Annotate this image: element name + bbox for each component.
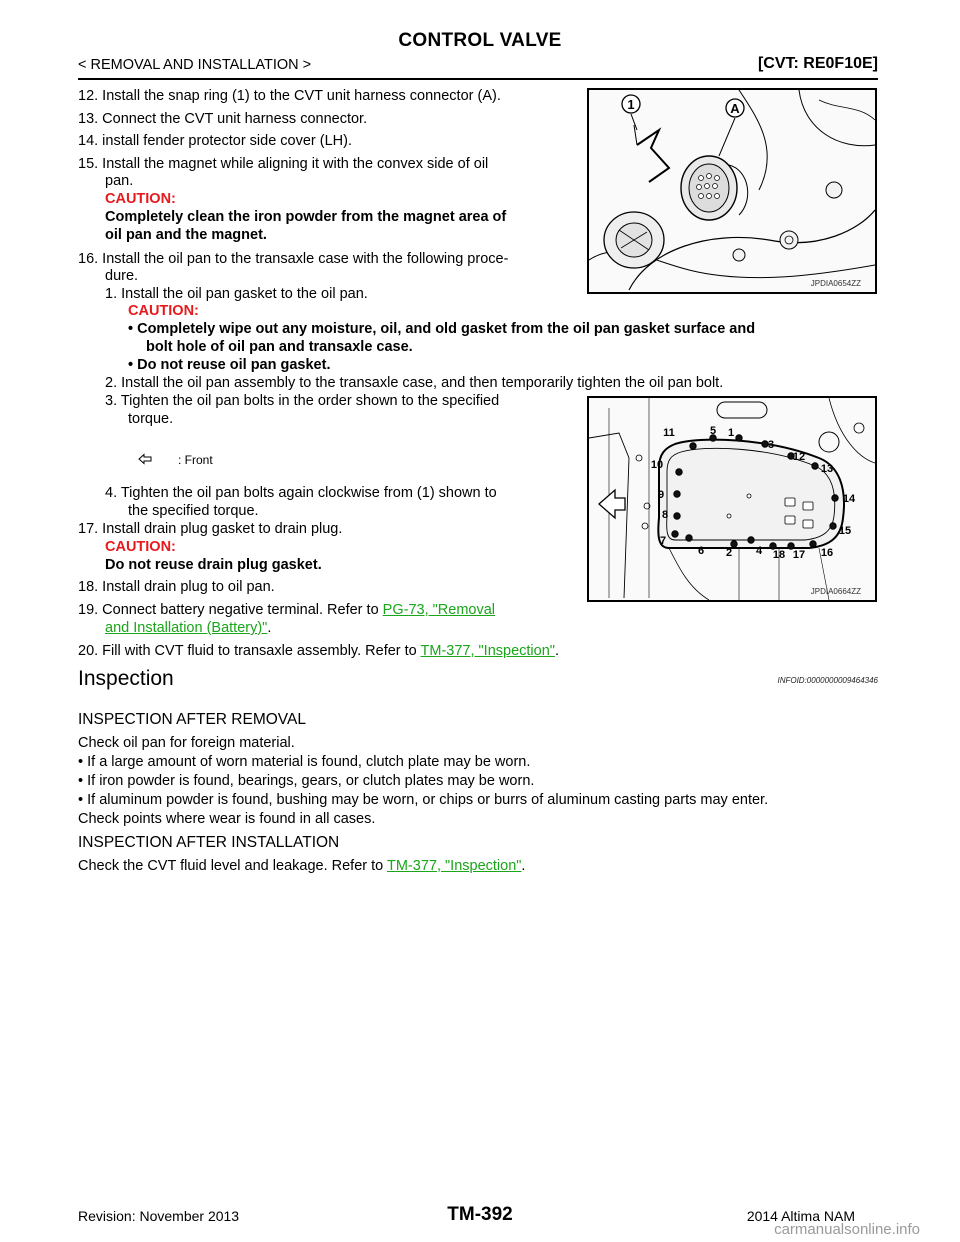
after-installation-text: Check the CVT fluid level and leakage. Refer to TM-377, "Inspection". bbox=[78, 858, 526, 874]
step-13: 13. Connect the CVT unit harness connector. bbox=[78, 111, 368, 127]
list-item: • If aluminum powder is found, bushing may be worn, or chips or burrs of aluminum casting parts may enter. bbox=[78, 792, 769, 808]
caution-label: CAUTION: bbox=[105, 191, 176, 207]
bolt-number: 3 bbox=[767, 439, 775, 451]
watermark: carmanualsonline.info bbox=[774, 1221, 920, 1238]
substep-16-3: 3. Tighten the oil pan bolts in the order shown to the specified bbox=[105, 393, 500, 409]
caution-label: CAUTION: bbox=[128, 303, 199, 319]
figure-code: JPDIA0664ZZ bbox=[810, 587, 861, 596]
substep-16-1: 1. Install the oil pan gasket to the oil pan. bbox=[105, 286, 368, 302]
front-legend: : Front bbox=[178, 453, 213, 467]
bolt-number: 10 bbox=[650, 459, 664, 471]
caution-text: Do not reuse drain plug gasket. bbox=[105, 557, 322, 573]
ref-link-pg73-cont[interactable]: and Installation (Battery)" bbox=[105, 620, 268, 636]
caution-text: Completely clean the iron powder from the magnet area of bbox=[105, 209, 507, 225]
oil-pan-bolt bbox=[686, 535, 692, 541]
oil-pan-illustration bbox=[589, 398, 875, 600]
bolt-number: 14 bbox=[842, 493, 856, 505]
oil-pan-bolt bbox=[830, 523, 836, 529]
caution-text: • Completely wipe out any moisture, oil, and old gasket from the oil pan gasket surface and bbox=[128, 321, 756, 337]
bolt-number: 7 bbox=[659, 535, 667, 547]
ref-link-tm377[interactable]: TM-377, "Inspection" bbox=[387, 858, 522, 874]
bolt-number: 16 bbox=[820, 547, 834, 559]
step-20-text: 20. Fill with CVT fluid to transaxle assembly. Refer to bbox=[78, 643, 417, 659]
front-arrow-icon bbox=[138, 453, 152, 465]
model-code: [CVT: RE0F10E] bbox=[757, 55, 878, 72]
ref-link-tm377[interactable]: TM-377, "Inspection" bbox=[420, 643, 555, 659]
substep-16-2: 2. Install the oil pan assembly to the transaxle case, and then temporarily tighten the oil pan bolt. bbox=[105, 375, 724, 391]
oil-pan-bolt bbox=[690, 443, 696, 449]
bolt-number: 5 bbox=[709, 425, 717, 437]
callout-a: A bbox=[730, 101, 740, 116]
step-19-text: 19. Connect battery negative terminal. Refer to bbox=[78, 602, 379, 618]
oil-pan-bolt bbox=[832, 495, 838, 501]
oil-pan-bolt bbox=[748, 537, 754, 543]
caution-label: CAUTION: bbox=[105, 539, 176, 555]
bolt-number: 17 bbox=[792, 549, 806, 561]
subheading-after-removal: INSPECTION AFTER REMOVAL bbox=[78, 711, 306, 728]
bolt-number: 9 bbox=[657, 489, 665, 501]
callout-1: 1 bbox=[627, 97, 635, 112]
step-19 bbox=[78, 601, 495, 619]
list-item: • If a large amount of worn material is found, clutch plate may be worn. bbox=[78, 754, 531, 770]
oil-pan-bolt bbox=[676, 469, 682, 475]
model-year: 2014 Altima NAM bbox=[746, 1208, 855, 1224]
figure-code: JPDIA0654ZZ bbox=[810, 279, 861, 288]
step-18: 18. Install drain plug to oil pan. bbox=[78, 579, 275, 595]
bolt-number: 6 bbox=[697, 545, 705, 557]
list-item: • If iron powder is found, bearings, gears, or clutch plates may be worn. bbox=[78, 773, 535, 789]
bolt-number: 13 bbox=[820, 463, 834, 475]
oil-pan-bolt bbox=[672, 531, 678, 537]
harness-connector-illustration bbox=[589, 90, 875, 292]
list-item: Check oil pan for foreign material. bbox=[78, 735, 295, 751]
bolt-number: 1 bbox=[727, 427, 735, 439]
revision-date: Revision: November 2013 bbox=[78, 1208, 240, 1224]
step-14: 14. install fender protector side cover (LH). bbox=[78, 133, 353, 149]
oil-pan-bolt bbox=[674, 513, 680, 519]
page-number: TM-392 bbox=[447, 1204, 513, 1225]
caution-text: bolt hole of oil pan and transaxle case. bbox=[146, 339, 413, 355]
substep-16-4: 4. Tighten the oil pan bolts again clockwise from (1) shown to bbox=[105, 485, 497, 501]
header-divider bbox=[78, 78, 878, 80]
oil-pan-bolt bbox=[810, 541, 816, 547]
step-16-cont: dure. bbox=[105, 268, 139, 284]
section-heading: Inspection bbox=[78, 667, 174, 690]
caution-text: oil pan and the magnet. bbox=[105, 227, 267, 243]
substep-16-4-cont: the specified torque. bbox=[128, 503, 259, 519]
step-19-cont: and Installation (Battery)". bbox=[105, 620, 272, 636]
substep-16-3-cont: torque. bbox=[128, 411, 174, 427]
bolt-number: 18 bbox=[772, 549, 786, 561]
bolt-number: 12 bbox=[792, 451, 806, 463]
oil-pan-bolt bbox=[736, 435, 742, 441]
step-16: 16. Install the oil pan to the transaxle case with the following proce- bbox=[78, 251, 509, 267]
oil-pan-bolt bbox=[674, 491, 680, 497]
bolt-number: 8 bbox=[661, 509, 669, 521]
bolt-number: 11 bbox=[663, 427, 675, 439]
subheading-after-installation: INSPECTION AFTER INSTALLATION bbox=[78, 834, 340, 851]
step-17: 17. Install drain plug gasket to drain plug. bbox=[78, 521, 343, 537]
bolt-number: 15 bbox=[838, 525, 852, 537]
list-item: Check points where wear is found in all cases. bbox=[78, 811, 376, 827]
oil-pan-bolt bbox=[812, 463, 818, 469]
figure-harness-connector bbox=[587, 88, 877, 294]
step-12: 12. Install the snap ring (1) to the CVT unit harness connector (A). bbox=[78, 88, 501, 104]
step-15: 15. Install the magnet while aligning it with the convex side of oil bbox=[78, 156, 489, 172]
step-20: 20. Fill with CVT fluid to transaxle assembly. Refer to TM-377, "Inspection". bbox=[78, 643, 559, 659]
page-title: CONTROL VALVE bbox=[398, 30, 562, 51]
caution-text: • Do not reuse oil pan gasket. bbox=[128, 357, 331, 373]
bolt-number: 4 bbox=[755, 545, 763, 557]
info-id: INFOID:0000000009464346 bbox=[777, 676, 878, 685]
step-15-cont: pan. bbox=[105, 173, 134, 189]
section-label: < REMOVAL AND INSTALLATION > bbox=[78, 57, 312, 73]
ref-link-pg73[interactable]: PG-73, "Removal bbox=[382, 602, 495, 618]
bolt-number: 2 bbox=[725, 547, 733, 559]
figure-oil-pan-bolt-order bbox=[587, 396, 877, 602]
